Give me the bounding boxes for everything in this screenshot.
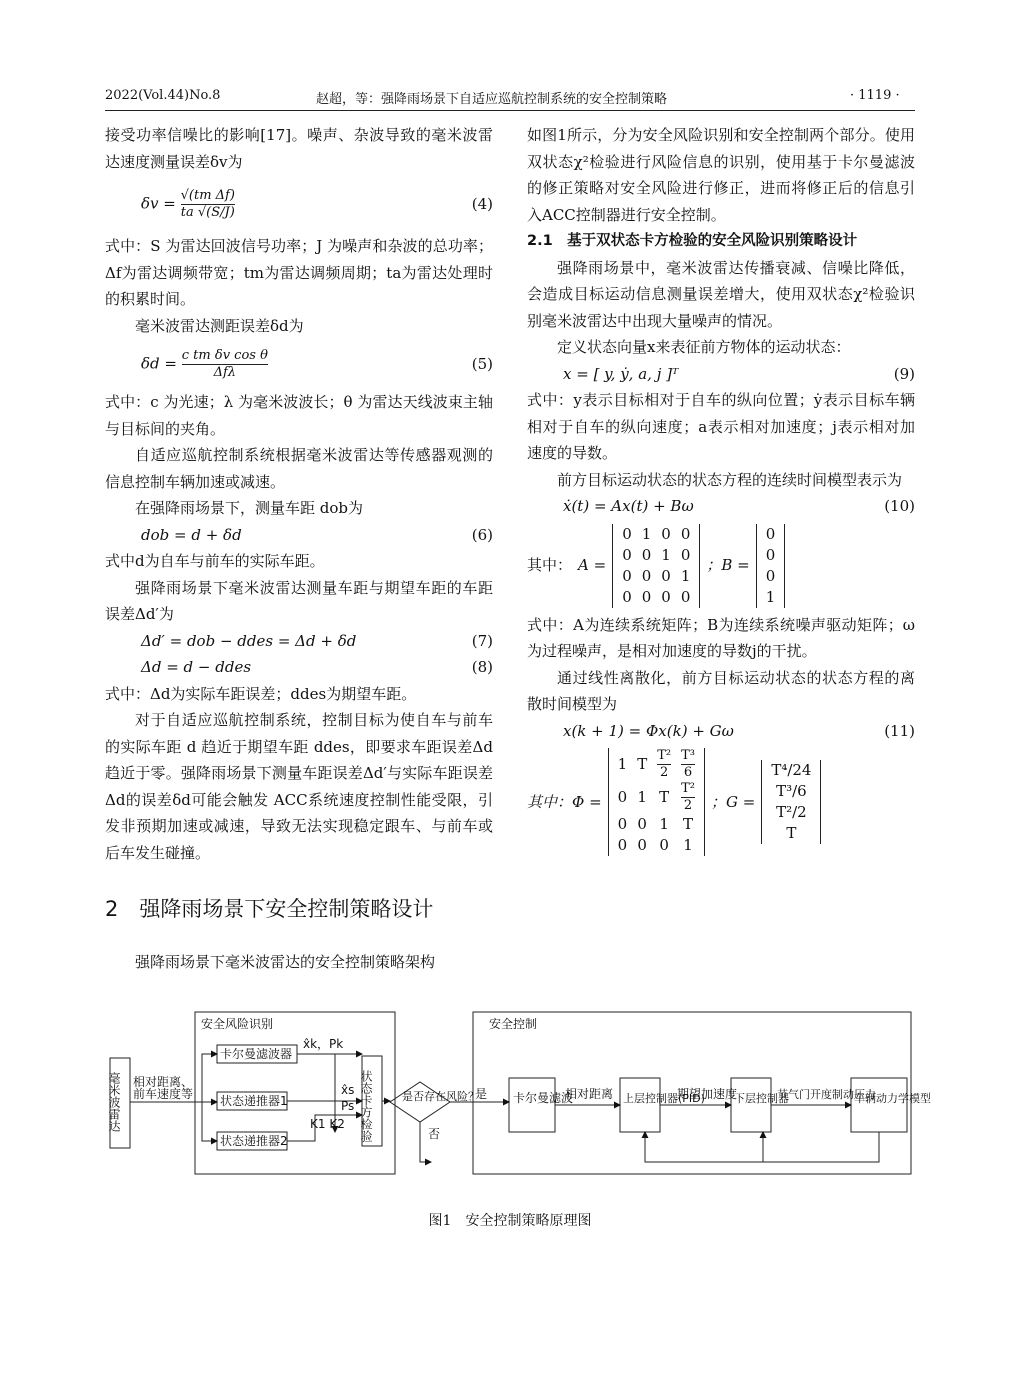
right-column <box>527 122 915 856</box>
matrix-cell: 0 <box>661 587 671 606</box>
kf2-label: 卡尔曼滤波 <box>513 1091 574 1105</box>
matrix-cell: T⁴/24 <box>771 761 812 779</box>
matrix-cell: T <box>786 824 797 842</box>
matrix-cell: 0 <box>622 524 632 543</box>
xs-label: x̂s <box>341 1083 355 1097</box>
equation-9: x = [ y, ẏ, a, j ]ᵀ (9) <box>563 364 915 383</box>
paragraph: 前方目标运动状态的状态方程的连续时间模型表示为 <box>557 470 903 489</box>
equation-11: x(k + 1) = Φx(k) + Gω (11) <box>563 721 915 740</box>
matrix-cell: T²/2 <box>776 803 807 821</box>
matrix-cell: 0 <box>765 524 776 543</box>
paragraph: 强降雨场景中，毫米波雷达传播衰减、信噪比降低，会造成目标运动信息测量误差增大，使用双状态χ²检验识别毫米波雷达中出现大量噪声的情况。 <box>527 258 915 330</box>
equation-10: ẋ(t) = Ax(t) + Bω (10) <box>563 497 915 515</box>
matrix-cell: 0 <box>680 545 691 564</box>
upper-label: 上层控制器(PID) <box>623 1092 705 1105</box>
matrix-cell: 0 <box>641 545 652 564</box>
equation-6: dob = d + δd (6) <box>141 525 493 544</box>
matrix-phi: 1 T $\frac{\text{T²}}{2}$ $\frac{\text{T³}}{6}$ 0 1 T $\frac{\text{T²}}{2}$ 0 0 1 T 0 0 0 1 <box>608 748 705 856</box>
lower-label: 下层控制器 <box>734 1092 789 1105</box>
matrix-a-b: 其中： A = 0 1 0 0 0 0 1 0 0 0 0 1 0 0 0 0 ；B = 0 0 0 1 <box>527 524 915 608</box>
paragraph: 在强降雨场景下，测量车距 dob为 <box>135 499 364 517</box>
sp2-label: 状态递推器2 <box>220 1134 288 1148</box>
paragraph: 通过线性离散化，前方目标运动状态的状态方程的离散时间模型为 <box>527 668 915 713</box>
matrix-a <box>612 524 700 608</box>
upper-controller-block <box>620 1078 660 1132</box>
paragraph: 对于自适应巡航控制系统，控制目标为使自车与前车的实际车距 d 趋近于期望车距 ddes，即要求车距误差Δd趋近于零。强降雨场景下测量车距误差Δd′与实际车距误差Δd的误差δd可能会触发 ACC系统速度控制性能受限，引发非预期加速或减速，导致无法实现稳定跟车、与前车或后车发生碰撞。 <box>105 711 493 862</box>
equation-4: δv = $\frac{\text{√(tm Δf)}}{ta √(S/J)}$ (4) <box>141 187 493 220</box>
kalman-label: 卡尔曼滤波器 <box>220 1047 293 1061</box>
yes-label: 是 <box>475 1087 488 1101</box>
matrix-cell: 1 <box>765 587 776 606</box>
equation-7: Δd′ = dob − ddes = Δd + δd (7) <box>141 631 493 650</box>
kalman-filter-2-block <box>509 1078 555 1132</box>
paragraph: 式中：A为连续系统矩阵；B为连续系统噪声驱动矩阵；ω为过程噪声，是相对加速度的导数j的干扰。 <box>527 615 915 660</box>
paragraph: 接受功率信噪比的影响[17]。噪声、杂波导致的毫米波雷达速度测量误差δv为 <box>105 126 493 171</box>
section-heading: 2 强降雨场景下安全控制策略设计 <box>105 897 434 921</box>
matrix-cell: 0 <box>641 587 652 606</box>
matrix-cell: 1 <box>661 545 671 564</box>
paragraph: 强降雨场景下毫米波雷达的安全控制策略架构 <box>135 952 436 971</box>
paragraph: 如图1所示，分为安全风险识别和安全控制两个部分。使用双状态χ²检验进行风险信息的识别，使用基于卡尔曼滤波的修正策略对安全风险进行修正，进而将修正后的信息引入ACC控制器进行安全控制。 <box>527 126 915 224</box>
matrix-cell: 0 <box>765 545 776 564</box>
vehicle-model-block <box>851 1078 907 1132</box>
matrix-cell: 0 <box>661 524 671 543</box>
no-label: 否 <box>428 1127 441 1141</box>
chi-label: 状态卡方检验 <box>359 1070 373 1142</box>
figure-caption: 图1 安全控制策略原理图 <box>428 1213 592 1229</box>
throttle-label: 节气门开度制动压力 <box>777 1088 876 1101</box>
paragraph: 式中：S 为雷达回波信号功率；J 为噪声和杂波的总功率；Δf为雷达调频带宽；tm为雷达调频周期；ta为雷达处理时的积累时间。 <box>105 237 493 308</box>
paragraph: 式中d为自车与前车的实际车距。 <box>105 552 325 570</box>
paragraph: 式中：Δd为实际车距误差；ddes为期望车距。 <box>105 684 417 703</box>
header-left: 2022(Vol.44)No.8 <box>105 88 221 103</box>
paragraph: 毫米波雷达测距误差δd为 <box>135 316 304 335</box>
matrix-cell: T³/6 <box>776 782 807 800</box>
equation-5: δd = $\frac{\text{c tm δv cos θ}}{\text{Δfλ}}$ (5) <box>141 347 493 380</box>
equation-8: Δd = d − ddes (8) <box>141 658 493 676</box>
decision-label: 是否存在风险？ <box>402 1090 479 1103</box>
control-box-label: 安全控制 <box>489 1017 538 1031</box>
matrix-cell: 1 <box>680 566 691 585</box>
paragraph: 自适应巡航控制系统根据毫米波雷达等传感器观测的信息控制车辆加速或减速。 <box>105 446 493 491</box>
matrix-g <box>761 760 821 844</box>
matrix-cell: 0 <box>680 524 691 543</box>
matrix-phi-g: 其中：Φ = 1 T $\frac{\text{T²}}{2}$ $\frac{\text{T³}}{6}$ 0 1 T $\frac{\text{T²}}{2}$ 0 0 1 T 0 0 0 1 ；G = T⁴/24 T³/6 T²/2 T <box>527 748 915 856</box>
sp1-label: 状态递推器1 <box>220 1094 288 1108</box>
risk-box-label: 安全风险识别 <box>201 1017 274 1031</box>
matrix-cell: 0 <box>622 587 632 606</box>
paragraph: 定义状态向量x来表征前方物体的运动状态： <box>557 338 851 356</box>
radar-label: 毫米波雷达 <box>107 1072 121 1132</box>
matrix-cell: 0 <box>680 587 691 606</box>
input-label-1: 相对距离、 <box>133 1075 194 1089</box>
subsection-heading: 2.1 基于双状态卡方检验的安全风险识别策略设计 <box>527 233 858 249</box>
rel-dist-label: 相对距离 <box>565 1087 614 1101</box>
matrix-cell: 0 <box>622 566 632 585</box>
matrix-cell: 1 <box>641 524 652 543</box>
control-strategy-diagram <box>105 1010 931 1180</box>
header-rule <box>105 110 915 111</box>
paragraph: 式中：y表示目标相对于自车的纵向位置；ẏ表示目标车辆相对于自车的纵向速度；a表示相对加速度；j表示相对加速度的导数。 <box>527 391 915 462</box>
paragraph: 式中：c 为光速；λ 为毫米波波长；θ 为雷达天线波束主轴与目标间的夹角。 <box>105 393 493 438</box>
k1k2-label: K1 K2 <box>310 1117 345 1131</box>
vehicle-label: 车辆动力学模型 <box>854 1092 931 1105</box>
paragraph: 强降雨场景下毫米波雷达测量车距与期望车距的车距误差Δd′为 <box>105 578 493 623</box>
input-label-2: 前车速度等 <box>133 1087 194 1101</box>
matrix-cell: 0 <box>765 566 776 585</box>
matrix-cell: 0 <box>622 545 632 564</box>
matrix-b <box>756 524 786 608</box>
xk-pk-label: x̂k，Pk <box>303 1037 344 1051</box>
header-page: · 1119 · <box>850 88 900 103</box>
matrix-cell: 0 <box>641 566 652 585</box>
ps-label: Ps <box>341 1099 355 1113</box>
matrix-cell: 0 <box>661 566 671 585</box>
header-title: 赵超，等：强降雨场景下自适应巡航控制系统的安全控制策略 <box>316 92 668 107</box>
left-column <box>105 122 493 975</box>
desired-acc-label: 期望加速度 <box>677 1087 738 1101</box>
